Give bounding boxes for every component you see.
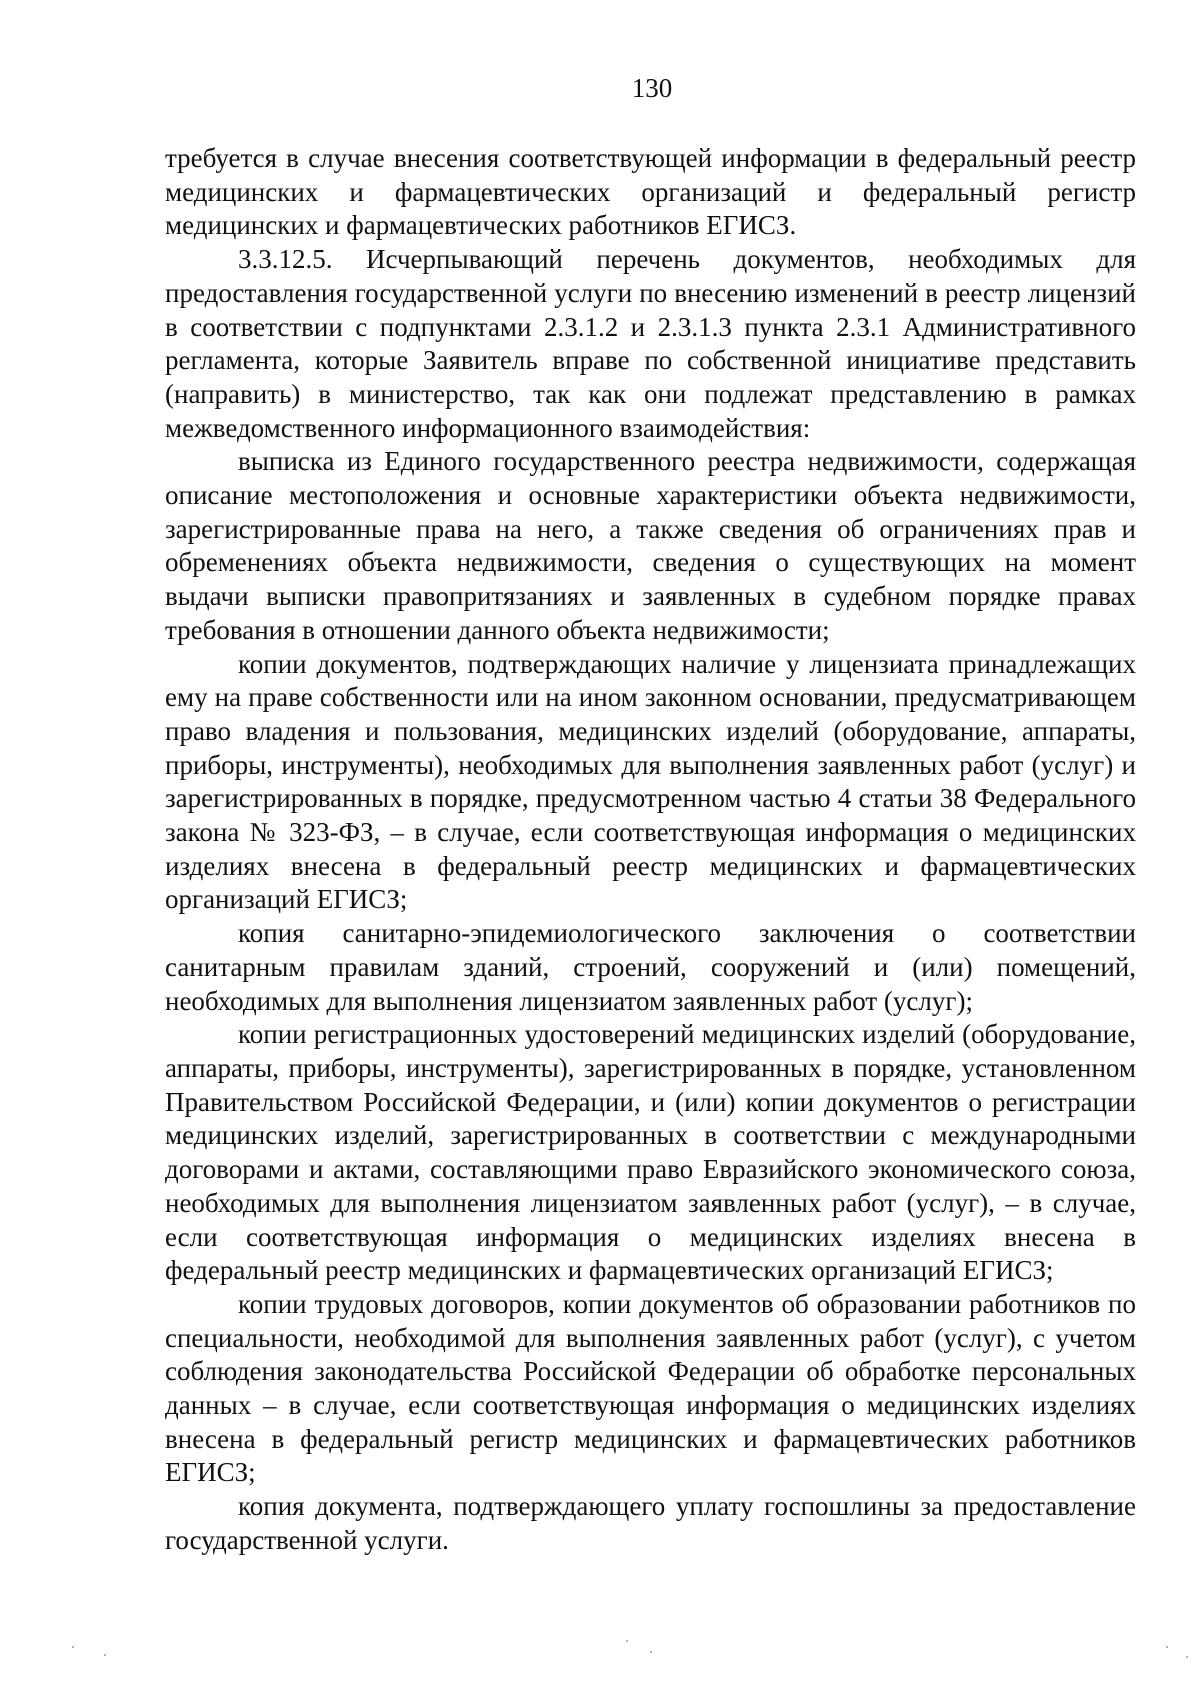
scan-speck <box>104 1654 106 1656</box>
paragraph-list-item: копии трудовых договоров, копии документов об образовании работников по специальности, необходимой для выполнения заявленных работ (услуг), с учетом соблюдения законодательства Российской Федерации об обработке персональных данных – в случае, если соответствующая информация о медицинских изделиях внесена в федеральный регистр медицинских и фармацевтических работников ЕГИСЗ; <box>165 1288 1136 1488</box>
paragraph-section-3-3-12-5: 3.3.12.5. Исчерпывающий перечень документов, необходимых для предоставления государственной услуги по внесению изменений в реестр лицензий в соответствии с подпунктами 2.3.1.2 и 2.3.1.3 пункта 2.3.1 Административного регламента, которые Заявитель вправе по собственной инициативе представить (направить) в министерство, так как они подлежат представлению в рамках межведомственного информационного взаимодействия: <box>165 244 1136 443</box>
paragraph-list-item: копии регистрационных удостоверений медицинских изделий (оборудование, аппараты, приборы, инструменты), зарегистрированных в порядке, установленном Правительством Российской Федерации, и (или) копии документов о регистрации медицинских изделий, зарегистрированных в соответствии с международными договорами и актами, составляющими право Евразийского экономического союза, необходимых для выполнения лицензиатом заявленных работ (услуг), – в случае, если соответствующая информация о медицинских изделиях внесена в федеральный реестр медицинских и фармацевтических организаций ЕГИСЗ; <box>165 1019 1136 1286</box>
scan-speck <box>650 1651 652 1653</box>
scan-speck <box>1166 1646 1168 1648</box>
document-body <box>165 142 1136 1558</box>
paragraph-list-item: копия документа, подтверждающего уплату госпошлины за предоставление государственной услуги. <box>165 1491 1136 1555</box>
paragraph-list-item: копии документов, подтверждающих наличие у лицензиата принадлежащих ему на праве собственности или на ином законном основании, предусматривающем право владения и пользования, медицинских изделий (оборудование, аппараты, приборы, инструменты), необходимых для выполнения заявленных работ (услуг) и зарегистрированных в порядке, предусмотренном частью 4 статьи 38 Федерального закона № 323-ФЗ, – в случае, если соответствующая информация о медицинских изделиях внесена в федеральный реестр медицинских и фармацевтических организаций ЕГИСЗ; <box>165 648 1136 915</box>
paragraph-list-item: выписка из Единого государственного реестра недвижимости, содержащая описание местоположения и основные характеристики объекта недвижимости, зарегистрированные права на него, а также сведения об ограничениях прав и обременениях объекта недвижимости, сведения о существующих на момент выдачи выписки правопритязаниях и заявленных в судебном порядке правах требования в отношении данного объекта недвижимости; <box>165 446 1136 645</box>
scan-speck <box>72 1646 74 1648</box>
page-number: 130 <box>631 73 673 103</box>
paragraph-continuation: требуется в случае внесения соответствующей информации в федеральный реестр медицинских и фармацевтических организаций и федеральный регистр медицинских и фармацевтических работников ЕГИСЗ. <box>165 143 1136 241</box>
scan-speck <box>626 1640 628 1642</box>
paragraph-list-item: копия санитарно-эпидемиологического заключения о соответствии санитарным правилам зданий, строений, сооружений и (или) помещений, необходимых для выполнения лицензиатом заявленных работ (услуг); <box>165 918 1136 1016</box>
scan-speck <box>1186 1656 1188 1658</box>
